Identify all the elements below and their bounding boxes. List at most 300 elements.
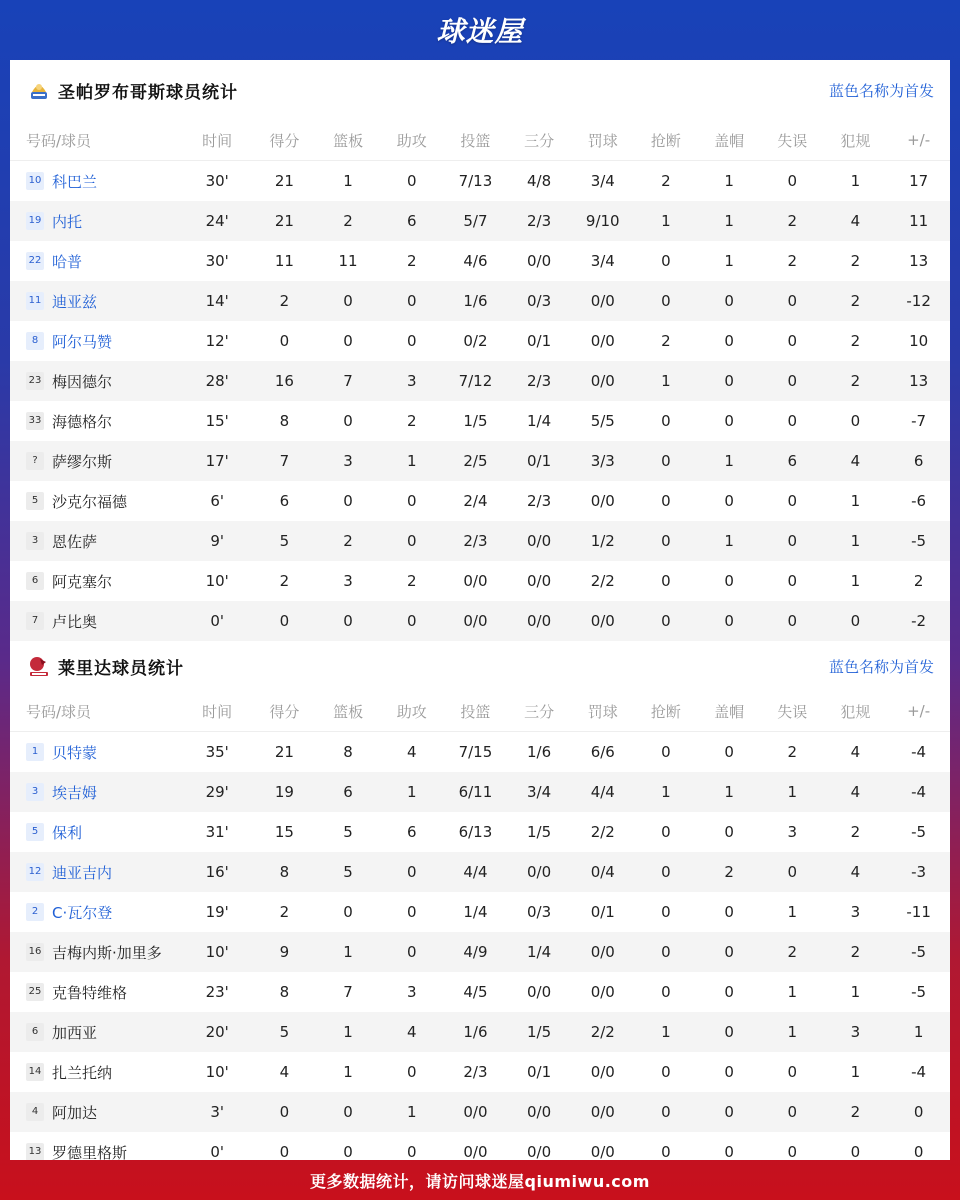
stat-cell: 0/3	[527, 903, 552, 921]
stat-cell: 0/1	[527, 332, 552, 350]
stat-cell: 0	[253, 601, 317, 641]
stat-cell: 0	[787, 412, 798, 430]
stat-cell: 0	[913, 1143, 924, 1160]
stat-cell: 6/13	[458, 823, 493, 841]
stat-cell: 29'	[182, 772, 253, 812]
stat-cell: 10'	[205, 572, 229, 590]
jersey-number: ?	[26, 452, 44, 470]
table-row	[10, 1052, 950, 1092]
stat-cell: 2	[913, 572, 924, 590]
player-cell	[10, 401, 182, 441]
stat-cell: -11	[906, 903, 931, 921]
stat-cell: 2	[661, 332, 671, 350]
stat-cell: 1	[343, 1063, 353, 1081]
table-row	[10, 772, 950, 812]
stat-cell: 0	[761, 521, 824, 561]
player-name: 卢比奥	[52, 612, 98, 631]
stat-cell: 7/15	[458, 743, 493, 761]
stat-cell: 0	[661, 1063, 671, 1081]
stat-cell: 0	[761, 852, 824, 892]
stat-cell: 8	[279, 412, 290, 430]
team-title: 圣帕罗布哥斯球员统计	[58, 82, 238, 103]
stat-cell: 4	[824, 441, 888, 481]
player-cell	[10, 441, 182, 481]
stat-cell: 14'	[182, 281, 253, 321]
stat-cell: 5	[253, 1012, 317, 1052]
player-name: 恩佐萨	[52, 532, 98, 551]
player-name[interactable]: C·瓦尔登	[52, 903, 113, 922]
column-header: 得分	[253, 691, 317, 732]
stat-cell: 2	[279, 903, 290, 921]
stat-cell: 3	[406, 983, 417, 1001]
stat-cell: 0/0	[590, 983, 615, 1001]
jersey-number: 8	[26, 332, 44, 350]
player-cell	[10, 892, 182, 932]
stat-cell: 2	[406, 252, 417, 270]
stat-cell: 15	[274, 823, 294, 841]
column-header: 三分	[507, 691, 571, 732]
stat-cell: 0	[661, 983, 671, 1001]
jersey-number: 4	[26, 1103, 44, 1121]
jersey-number: 23	[26, 372, 44, 390]
stat-cell: 0	[380, 852, 444, 892]
stat-cell: 7/13	[458, 172, 493, 190]
player-name[interactable]: 内托	[52, 212, 83, 231]
table-row	[10, 1132, 950, 1160]
player-name[interactable]: 迪亚兹	[52, 292, 98, 311]
player-cell	[10, 852, 182, 892]
stat-cell: 16'	[182, 852, 253, 892]
stat-cell: 1	[635, 361, 698, 401]
stat-cell: 21	[274, 743, 294, 761]
stat-cell: 0	[661, 1143, 671, 1160]
column-header: 失误	[761, 691, 824, 732]
player-cell	[10, 772, 182, 812]
stat-cell: 0	[279, 1143, 290, 1160]
player-name[interactable]: 迪亚吉内	[52, 863, 113, 882]
stat-cell: 1	[850, 172, 861, 190]
jersey-number: 25	[26, 983, 44, 1001]
stat-cell: 10	[909, 332, 929, 350]
stat-cell: 0	[406, 903, 417, 921]
starter-note: 蓝色名称为首发	[828, 81, 934, 100]
stat-cell: 4	[824, 772, 888, 812]
column-header: 抢断	[635, 691, 698, 732]
stat-cell: 2	[787, 743, 798, 761]
stat-cell: 0/0	[463, 572, 488, 590]
stat-cell: 1	[697, 201, 761, 241]
column-header: 失误	[761, 120, 824, 161]
stat-cell: 0	[279, 332, 290, 350]
stat-cell: 1/4	[527, 412, 552, 430]
table-row	[10, 812, 950, 852]
stat-cell: 0	[406, 172, 417, 190]
stat-cell: 2	[824, 281, 888, 321]
stat-cell: 1	[850, 572, 861, 590]
stat-cell: 0	[661, 252, 671, 270]
stat-cell: 0	[635, 441, 698, 481]
stat-cell: 0	[343, 332, 353, 350]
team-header-2	[10, 641, 950, 691]
stat-cell: 0	[661, 823, 671, 841]
stat-cell: 3	[380, 361, 444, 401]
stat-cell: 9'	[182, 521, 253, 561]
stat-cell: 0	[406, 1143, 417, 1160]
stat-cell: 17'	[182, 441, 253, 481]
stat-cell: 2	[850, 332, 861, 350]
column-header: 罚球	[571, 691, 635, 732]
stat-cell: -4	[911, 1063, 927, 1081]
stat-cell: 0/0	[444, 601, 508, 641]
stat-cell: -5	[887, 521, 950, 561]
column-header: 时间	[182, 691, 253, 732]
column-header: 犯规	[824, 691, 888, 732]
stat-cell: 0	[787, 572, 798, 590]
stat-cell: 0	[724, 412, 734, 430]
table-row	[10, 361, 950, 401]
stat-cell: 2/3	[444, 521, 508, 561]
stat-cell: 6	[279, 492, 290, 510]
stat-cell: 2	[316, 521, 380, 561]
stat-cell: 3/3	[571, 441, 635, 481]
stat-cell: 8	[279, 983, 290, 1001]
stat-cell: 0	[406, 1063, 417, 1081]
jersey-number: 6	[26, 1023, 44, 1041]
player-cell	[10, 1052, 182, 1092]
stat-cell: 0	[635, 281, 698, 321]
stat-cell: 4/8	[527, 172, 552, 190]
stats-panel	[10, 60, 950, 1160]
stat-cell: 1	[635, 1012, 698, 1052]
stat-cell: 0	[343, 1143, 353, 1160]
player-name: 扎兰托纳	[52, 1063, 113, 1082]
stat-cell: 0	[635, 601, 698, 641]
stat-cell: 2	[850, 252, 861, 270]
stat-cell: 0	[724, 743, 734, 761]
stat-cell: 2	[279, 572, 290, 590]
player-cell	[10, 1092, 182, 1132]
column-header: 得分	[253, 120, 317, 161]
stat-cell: 0	[761, 601, 824, 641]
stat-cell: 1	[697, 521, 761, 561]
stat-cell: 0	[380, 601, 444, 641]
column-header: 篮板	[316, 691, 380, 732]
stat-cell: -3	[887, 852, 950, 892]
player-name: 吉梅内斯·加里多	[52, 943, 162, 962]
column-header: 助攻	[380, 691, 444, 732]
stat-cell: 2/3	[463, 1063, 488, 1081]
stat-cell: 0/0	[527, 983, 552, 1001]
stat-cell: 0/0	[571, 601, 635, 641]
stat-cell: 1/5	[507, 1012, 571, 1052]
stat-cell: 0	[724, 1143, 734, 1160]
stat-cell: 0	[724, 492, 734, 510]
jersey-number: 12	[26, 863, 44, 881]
player-name: 阿加达	[52, 1103, 98, 1122]
player-name: 海德格尔	[52, 412, 113, 431]
stat-cell: 2	[824, 932, 888, 972]
stat-cell: 10'	[205, 1063, 229, 1081]
stat-cell: 1	[787, 903, 798, 921]
stat-cell: 0	[343, 492, 353, 510]
stat-cell: 2/5	[444, 441, 508, 481]
stat-cell: -7	[911, 412, 927, 430]
stat-cell: 9	[253, 932, 317, 972]
table-row	[10, 561, 950, 601]
column-header: 罚球	[571, 120, 635, 161]
player-cell	[10, 732, 182, 773]
stat-cell: 0/0	[571, 281, 635, 321]
stat-cell: 0'	[210, 1143, 225, 1160]
stat-cell: 4/4	[571, 772, 635, 812]
stat-cell: 0	[635, 932, 698, 972]
stat-cell: 0	[343, 412, 353, 430]
brand-logo: 球迷屋	[436, 15, 524, 48]
stat-cell: 0	[635, 521, 698, 561]
stat-cell: 8	[253, 852, 317, 892]
stat-cell: 0/0	[571, 1092, 635, 1132]
player-name[interactable]: 哈普	[52, 252, 83, 271]
player-cell	[10, 561, 182, 601]
stat-cell: 0	[697, 932, 761, 972]
column-header: 号码/球员	[10, 691, 182, 732]
stat-cell: 0	[380, 521, 444, 561]
stat-cell: -5	[887, 932, 950, 972]
stat-cell: 0	[380, 281, 444, 321]
stat-cell: 3	[824, 1012, 888, 1052]
stat-cell: 0	[316, 1092, 380, 1132]
stat-cell: 0	[724, 332, 734, 350]
stat-cell: 2	[316, 201, 380, 241]
jersey-number: 3	[26, 532, 44, 550]
column-header: 抢断	[635, 120, 698, 161]
stat-cell: 3	[787, 823, 798, 841]
column-header: 盖帽	[697, 691, 761, 732]
stat-cell: 13	[909, 252, 929, 270]
player-stats-table-1	[10, 120, 950, 641]
stat-cell: 1/5	[527, 823, 552, 841]
table-row	[10, 1012, 950, 1052]
table-row	[10, 481, 950, 521]
stat-cell: 2	[406, 572, 417, 590]
stat-cell: 0	[887, 1092, 950, 1132]
stat-cell: 1	[850, 492, 861, 510]
stat-cell: 0/3	[507, 281, 571, 321]
stat-cell: 0	[697, 1092, 761, 1132]
player-cell	[10, 972, 182, 1012]
stat-cell: 11	[338, 252, 358, 270]
stat-cell: 4	[279, 1063, 290, 1081]
stat-cell: 1/4	[463, 903, 488, 921]
stat-cell: 1	[761, 1012, 824, 1052]
jersey-number: 7	[26, 612, 44, 630]
player-name[interactable]: 贝特蒙	[52, 743, 98, 762]
stat-cell: 1	[850, 1063, 861, 1081]
stat-cell: 0	[661, 572, 671, 590]
stat-cell: 2/3	[507, 201, 571, 241]
column-header: 投篮	[444, 691, 508, 732]
table-row	[10, 441, 950, 481]
player-name[interactable]: 科巴兰	[52, 172, 98, 191]
stat-cell: 0/1	[590, 903, 615, 921]
stat-cell: 0	[787, 492, 798, 510]
player-cell	[10, 521, 182, 561]
stat-cell: 0	[661, 903, 671, 921]
player-name[interactable]: 埃吉姆	[52, 783, 98, 802]
stat-cell: 1/2	[571, 521, 635, 561]
player-cell	[10, 281, 182, 321]
table-row	[10, 852, 950, 892]
column-header: +/-	[887, 120, 950, 161]
player-name: 萨缪尔斯	[52, 452, 113, 471]
table-header-row	[10, 120, 950, 161]
stat-cell: 0	[661, 492, 671, 510]
stat-cell: 0	[787, 1063, 798, 1081]
player-cell	[10, 481, 182, 521]
stat-cell: 2	[824, 1092, 888, 1132]
stat-cell: -2	[887, 601, 950, 641]
stat-cell: 5/5	[590, 412, 615, 430]
player-cell	[10, 1132, 182, 1160]
player-cell	[10, 161, 182, 202]
stat-cell: 11	[274, 252, 294, 270]
stat-cell: 0/0	[507, 852, 571, 892]
jersey-number: 2	[26, 903, 44, 921]
column-header: 盖帽	[697, 120, 761, 161]
player-cell	[10, 321, 182, 361]
jersey-number: 5	[26, 823, 44, 841]
stat-cell: 2	[406, 412, 417, 430]
stat-cell: 2	[761, 932, 824, 972]
table-row	[10, 241, 950, 281]
stat-cell: 1/4	[507, 932, 571, 972]
player-cell	[10, 932, 182, 972]
player-name[interactable]: 保利	[52, 823, 83, 842]
stat-cell: -4	[911, 743, 927, 761]
stat-cell: 2	[697, 852, 761, 892]
stat-cell: 19	[253, 772, 317, 812]
stat-cell: 35'	[205, 743, 229, 761]
stat-cell: 6/6	[590, 743, 615, 761]
stat-cell: 1	[824, 521, 888, 561]
stat-cell: 5	[316, 852, 380, 892]
jersey-number: 16	[26, 943, 44, 961]
stat-cell: 0	[406, 332, 417, 350]
player-cell	[10, 601, 182, 641]
column-header: +/-	[887, 691, 950, 732]
stat-cell: 15'	[205, 412, 229, 430]
stat-cell: 2	[850, 823, 861, 841]
stat-cell: 6'	[210, 492, 225, 510]
stat-cell: 6	[316, 772, 380, 812]
stat-cell: 7	[316, 361, 380, 401]
player-name[interactable]: 阿尔马赞	[52, 332, 113, 351]
stat-cell: 0	[661, 412, 671, 430]
stat-cell: 0/0	[507, 601, 571, 641]
stat-cell: 5	[253, 521, 317, 561]
stat-cell: 0/0	[590, 1143, 615, 1160]
stat-cell: 0	[635, 1092, 698, 1132]
team-header-1	[10, 60, 950, 120]
stat-cell: 7	[253, 441, 317, 481]
stat-cell: 0/0	[527, 252, 552, 270]
column-header: 犯规	[824, 120, 888, 161]
stat-cell: 17	[909, 172, 929, 190]
stat-cell: 0	[635, 852, 698, 892]
stat-cell: 2/2	[590, 572, 615, 590]
stat-cell: 20'	[182, 1012, 253, 1052]
stat-cell: 0'	[182, 601, 253, 641]
team-title: 莱里达球员统计	[58, 658, 184, 679]
stat-cell: 1	[380, 772, 444, 812]
jersey-number: 19	[26, 212, 44, 230]
player-name: 阿克塞尔	[52, 572, 113, 591]
stat-cell: 0/0	[571, 932, 635, 972]
table-row	[10, 932, 950, 972]
stat-cell: 3	[343, 572, 353, 590]
stat-cell: -6	[911, 492, 927, 510]
stat-cell: 1	[343, 172, 353, 190]
stat-cell: 4/9	[444, 932, 508, 972]
stat-cell: -5	[911, 983, 927, 1001]
stat-cell: 0	[661, 743, 671, 761]
table-row	[10, 1092, 950, 1132]
table-row	[10, 972, 950, 1012]
jersey-number: 11	[26, 292, 44, 310]
table-row	[10, 281, 950, 321]
page-header	[0, 0, 960, 60]
stat-cell: 1/6	[444, 1012, 508, 1052]
stat-cell: 3'	[182, 1092, 253, 1132]
stat-cell: 1	[887, 1012, 950, 1052]
stat-cell: 0	[761, 361, 824, 401]
stat-cell: 2/2	[590, 823, 615, 841]
stat-cell: 0/0	[463, 1143, 488, 1160]
stat-cell: 3	[850, 903, 861, 921]
stat-cell: 12'	[205, 332, 229, 350]
stat-cell: 4/4	[444, 852, 508, 892]
stat-cell: 8	[343, 743, 353, 761]
stat-cell: 0	[724, 572, 734, 590]
stat-cell: 0	[850, 1143, 861, 1160]
jersey-number: 3	[26, 783, 44, 801]
stat-cell: 3/4	[590, 252, 615, 270]
stat-cell: 0	[406, 492, 417, 510]
stat-cell: 0	[316, 281, 380, 321]
stat-cell: 0/0	[590, 1063, 615, 1081]
stat-cell: 0	[316, 601, 380, 641]
stat-cell: 23'	[205, 983, 229, 1001]
stat-cell: 16	[253, 361, 317, 401]
stat-cell: 1	[850, 983, 861, 1001]
stat-cell: 6	[761, 441, 824, 481]
player-cell	[10, 812, 182, 852]
stat-cell: 1	[635, 772, 698, 812]
stat-cell: 0	[697, 361, 761, 401]
stat-cell: 1	[316, 1012, 380, 1052]
table-row	[10, 161, 950, 202]
jersey-number: 6	[26, 572, 44, 590]
stat-cell: 0	[343, 903, 353, 921]
stat-cell: 0	[253, 1092, 317, 1132]
player-name: 沙克尔福德	[52, 492, 128, 511]
stat-cell: 3	[316, 441, 380, 481]
stat-cell: 7/12	[444, 361, 508, 401]
table-row	[10, 321, 950, 361]
stat-cell: 1	[380, 441, 444, 481]
stat-cell: 0/1	[507, 441, 571, 481]
stat-cell: 0	[761, 281, 824, 321]
